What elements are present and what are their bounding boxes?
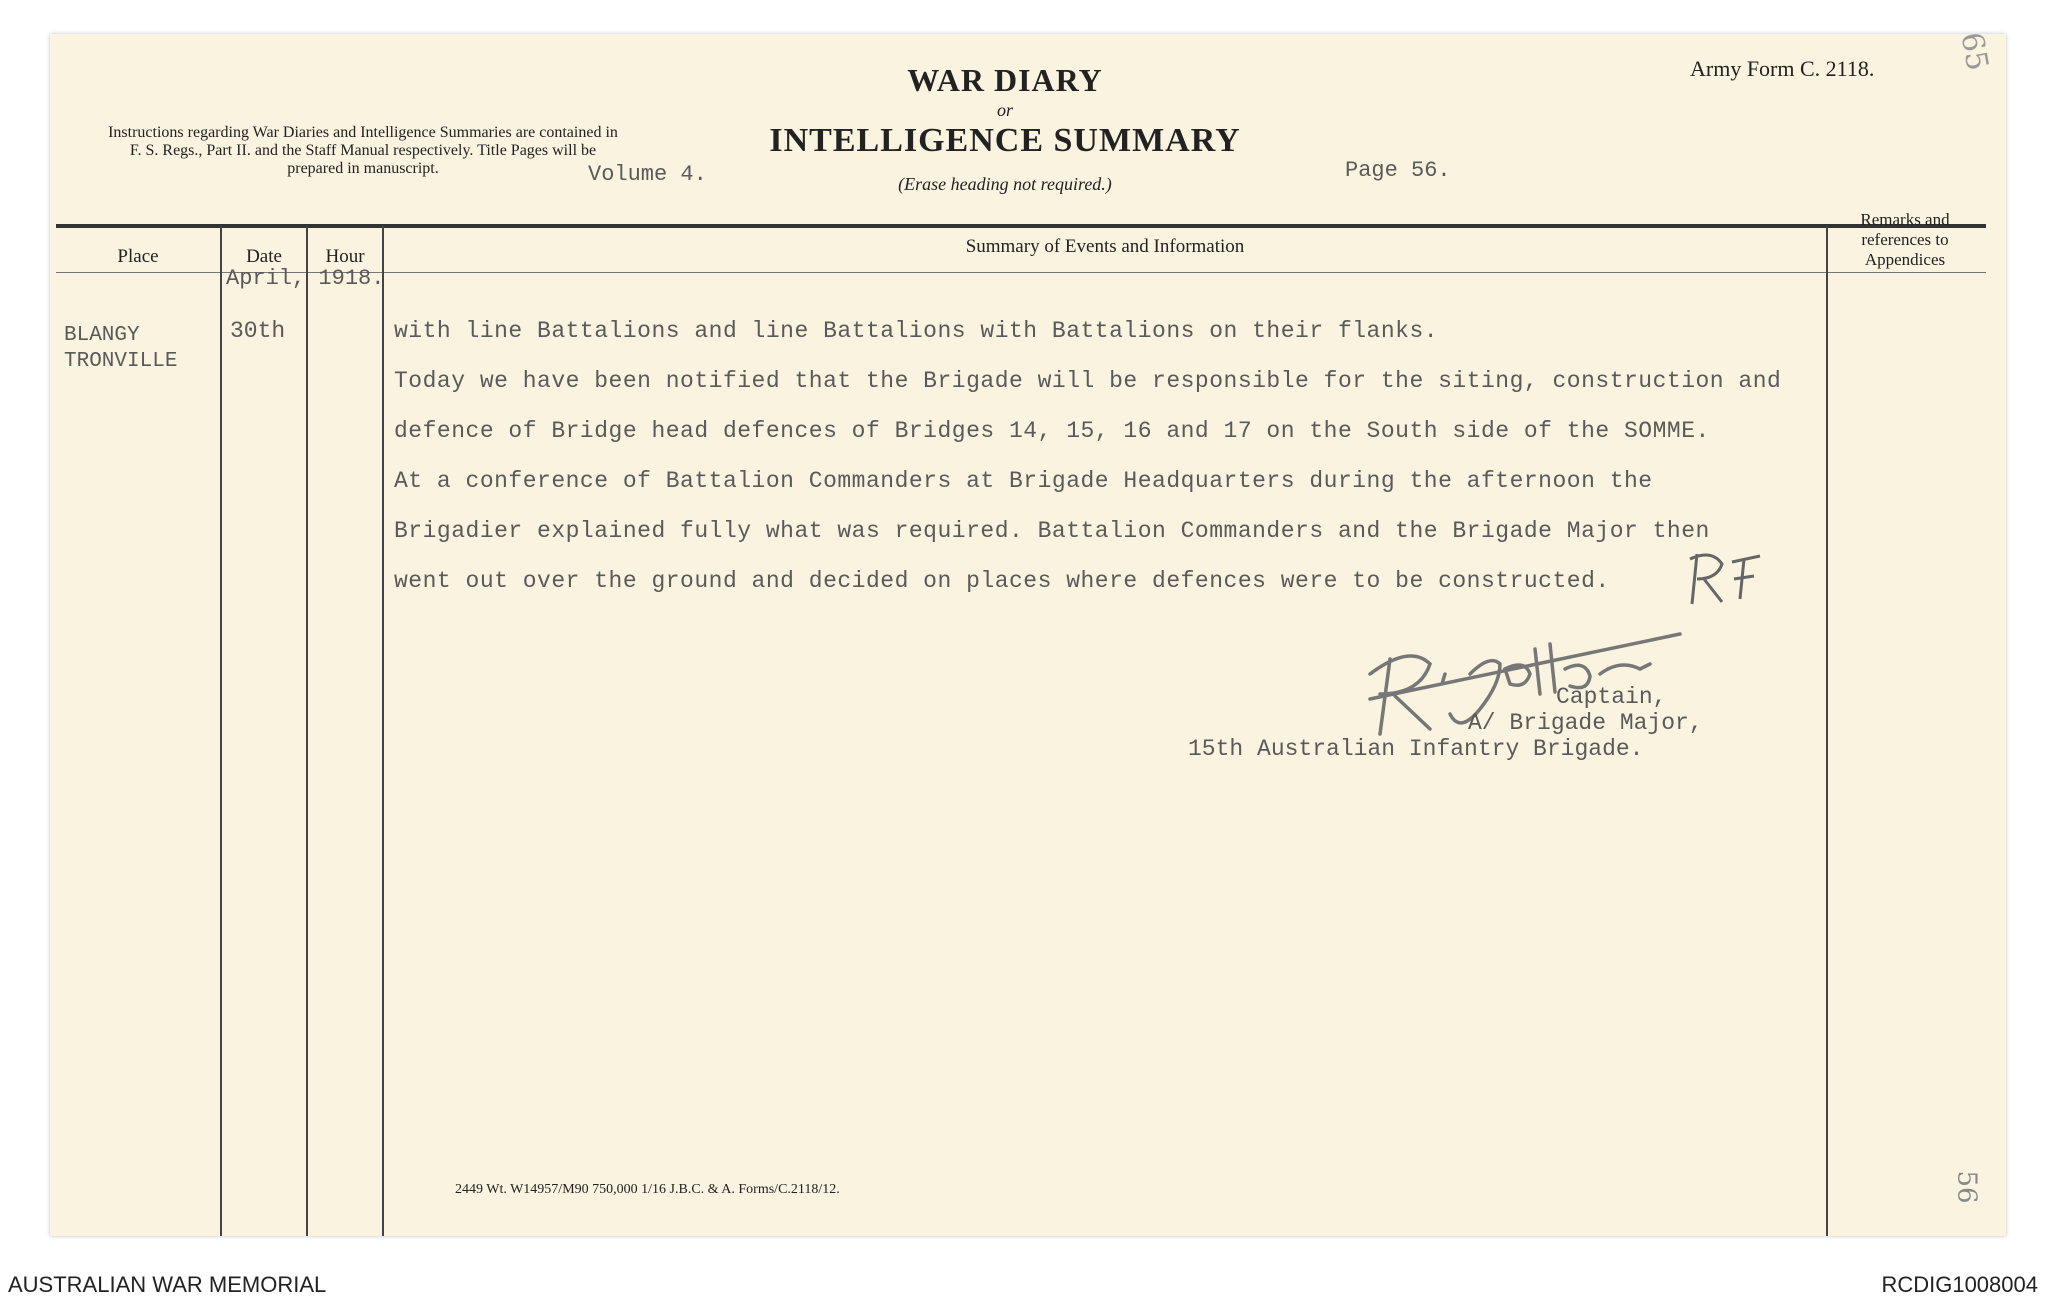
form-print-code: 2449 Wt. W14957/M90 750,000 1/16 J.B.C. & A. Forms/C.2118/12.: [455, 1182, 840, 1197]
credit-source: AUSTRALIAN WAR MEMORIAL: [8, 1272, 327, 1297]
column-divider-date: [306, 226, 308, 1236]
credit-record-id: RCDIG1008004: [1881, 1272, 2038, 1297]
signature-unit: 15th Australian Infantry Brigade.: [1188, 736, 1644, 762]
title-intelligence-summary: INTELLIGENCE SUMMARY: [769, 122, 1241, 159]
place-line-2: TRONVILLE: [64, 350, 178, 373]
volume-label: Volume 4.: [588, 162, 707, 187]
header-hour: Hour: [325, 246, 365, 267]
summary-line: At a conference of Battalion Commanders at Brigade Headquarters during the afternoon the: [394, 468, 1653, 494]
column-divider-summary: [1826, 226, 1828, 1236]
header-remarks: Remarks and references to Appendices: [1860, 210, 1950, 269]
column-divider-hour: [382, 226, 384, 1236]
header-place: Place: [117, 246, 159, 267]
header-summary: Summary of Events and Information: [965, 236, 1245, 257]
page-number: Page 56.: [1345, 158, 1451, 183]
corner-page-mark: 65: [1953, 29, 1995, 74]
summary-line: with line Battalions and line Battalions with Battalions on their flanks.: [394, 318, 1439, 344]
signature-role: A/ Brigade Major,: [1468, 710, 1703, 736]
summary-line: defence of Bridge head defences of Bridges 14, 15, 16 and 17 on the South side of the SOMME.: [394, 418, 1710, 444]
summary-line: went out over the ground and decided on places where defences were to be constructed.: [394, 568, 1610, 594]
header-date: Date: [246, 246, 282, 267]
month-year: April, 1918.: [226, 266, 385, 291]
margin-page-number: 56: [1951, 1170, 1982, 1204]
war-diary-page: [50, 29, 2006, 1236]
army-form-number: Army Form C. 2118.: [1690, 56, 1875, 81]
title-or: or: [996, 100, 1013, 120]
instructions-text: Instructions regarding War Diaries and Intelligence Summaries are contained in F. S. Regs., Part II. and the Staff Manual respectively. Title Pages will be prepared in manuscript.: [108, 124, 618, 177]
place-line-1: BLANGY: [64, 324, 140, 347]
signature-rank: Captain,: [1556, 684, 1667, 710]
title-war-diary: WAR DIARY: [907, 62, 1103, 98]
summary-line: Today we have been notified that the Brigade will be responsible for the siting, construction and: [394, 368, 1782, 394]
column-divider-place: [220, 226, 222, 1236]
title-erase-note: (Erase heading not required.): [898, 174, 1112, 194]
summary-line: Brigadier explained fully what was required. Battalion Commanders and the Brigade Major then: [394, 518, 1710, 544]
table-top-rule: [56, 224, 1986, 228]
handwritten-initials: [1682, 544, 1772, 614]
entry-date: 30th: [230, 318, 286, 344]
